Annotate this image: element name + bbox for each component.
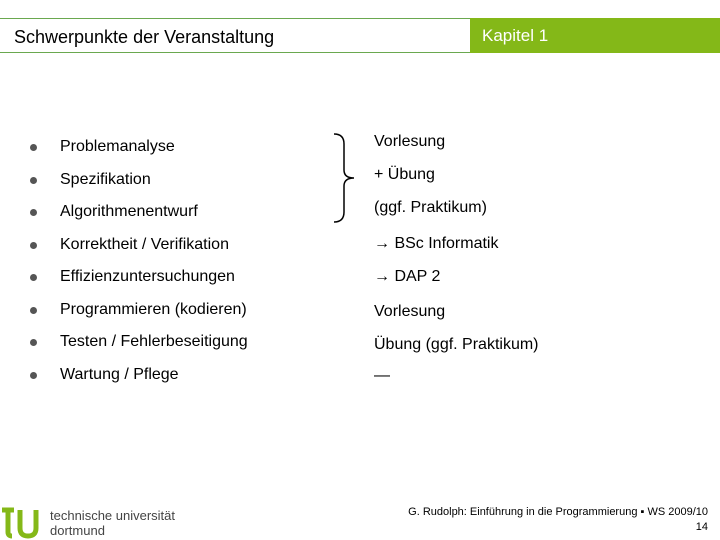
list-item-label: Problemanalyse bbox=[60, 138, 175, 155]
bullet-icon bbox=[30, 339, 37, 346]
list-item bbox=[30, 203, 248, 236]
list-item bbox=[30, 236, 248, 269]
vorlesung2-text: Vorlesung bbox=[374, 303, 446, 320]
university-line2: dortmund bbox=[50, 523, 105, 538]
uebung2-text: Übung (ggf. Praktikum) bbox=[374, 336, 539, 353]
list-item bbox=[30, 301, 248, 334]
bullet-icon bbox=[30, 242, 37, 249]
list-item-label: Wartung / Pflege bbox=[60, 365, 179, 383]
list-item-label: Spezifikation bbox=[60, 170, 151, 188]
chapter-badge bbox=[470, 18, 720, 53]
bullet-icon bbox=[30, 307, 37, 314]
list-item bbox=[30, 268, 248, 301]
list-item-label: Testen / Fehlerbeseitigung bbox=[60, 333, 248, 350]
list-item-label: Effizienzuntersuchungen bbox=[60, 268, 235, 285]
brace-icon bbox=[330, 132, 360, 224]
uebung-text: + Übung bbox=[374, 166, 435, 183]
bullet-icon bbox=[30, 209, 37, 216]
praktikum-text: (ggf. Praktikum) bbox=[374, 199, 487, 216]
dash-text: — bbox=[374, 367, 390, 384]
topic-list bbox=[30, 138, 248, 398]
list-item bbox=[30, 333, 248, 366]
footer-citation bbox=[408, 505, 708, 535]
university-line1: technische universität bbox=[50, 508, 176, 523]
university-name bbox=[50, 508, 175, 538]
list-item bbox=[30, 171, 248, 204]
header-bottom-rule bbox=[0, 52, 470, 53]
page-number: 14 bbox=[695, 521, 708, 533]
slide-title: Schwerpunkte der Veranstaltung bbox=[14, 27, 275, 47]
bullet-icon bbox=[30, 274, 37, 281]
list-item bbox=[30, 138, 248, 171]
list-item-label: Algorithmenentwurf bbox=[60, 203, 198, 220]
list-item-label: Programmieren (kodieren) bbox=[60, 300, 247, 318]
bsc-text: → BSc Informatik bbox=[374, 235, 499, 252]
vorlesung-text: Vorlesung bbox=[374, 133, 446, 150]
chapter-label: Kapitel 1 bbox=[482, 26, 549, 45]
bullet-icon bbox=[30, 372, 37, 379]
bullet-icon bbox=[30, 177, 37, 184]
citation-text: G. Rudolph: Einführung in die Programmierung ▪ WS 2009/10 bbox=[408, 506, 708, 518]
dap-text: → DAP 2 bbox=[374, 268, 441, 285]
list-item bbox=[30, 366, 248, 399]
bullet-icon bbox=[30, 144, 37, 151]
list-item-label: Korrektheit / Verifikation bbox=[60, 235, 229, 253]
